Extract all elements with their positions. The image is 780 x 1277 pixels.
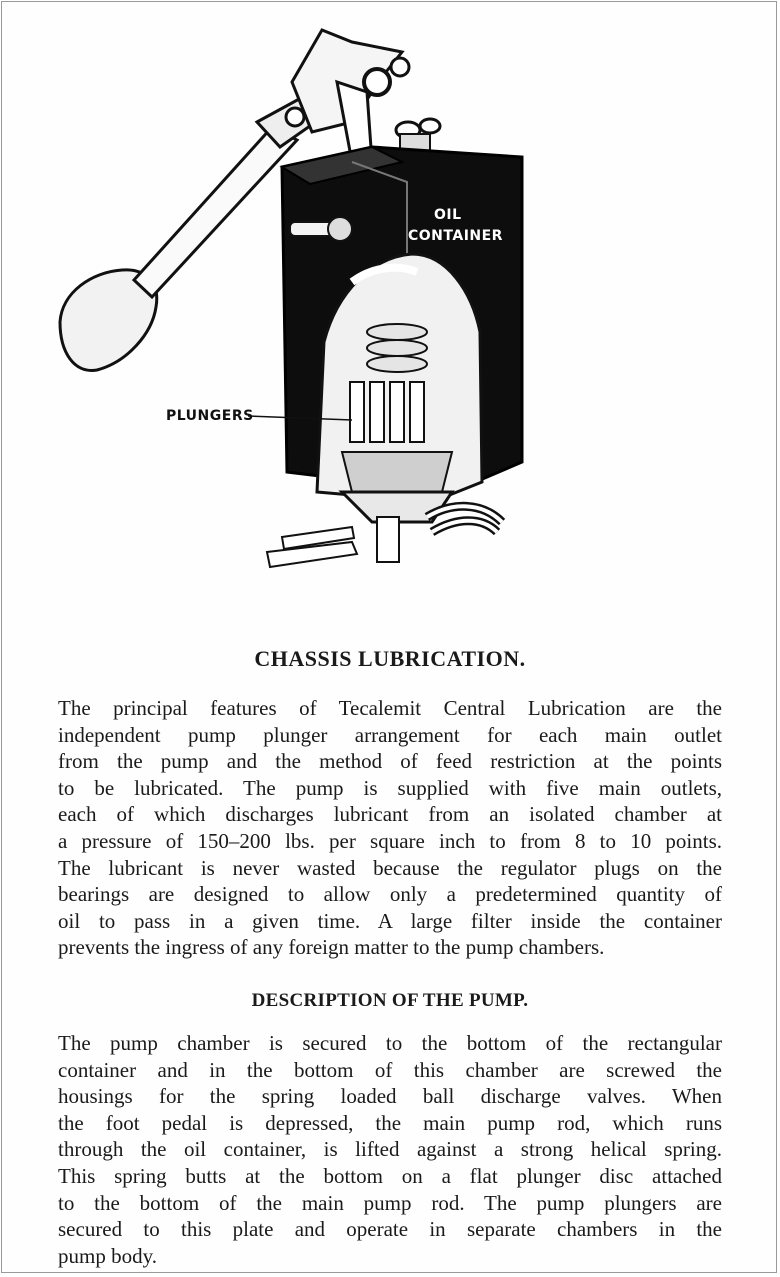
pump-drawing: [52, 22, 532, 582]
top-bracket: [292, 30, 409, 162]
text-line: the foot pedal is depressed, the main pump rod, which runs: [58, 1110, 722, 1135]
paragraph-chassis-lubrication: [58, 695, 722, 961]
text-line: independent pump plunger arrangement for each main outlet: [58, 722, 722, 747]
label-plungers: PLUNGERS: [166, 408, 254, 424]
text-line: from the pump and the method of feed restriction at the points: [58, 749, 722, 774]
text-line: pump body.: [58, 1243, 157, 1268]
text-line: a pressure of 150–200 lbs. per square inch to from 8 to 10 points.: [58, 828, 722, 853]
paragraph-description-of-pump: [58, 1030, 722, 1269]
text-line: bearings are designed to allow only a predetermined quantity of: [58, 882, 722, 907]
text-line: container and in the bottom of this chamber are screwed the: [58, 1057, 722, 1082]
text-line: secured to this plate and operate in separate chambers in the: [58, 1217, 722, 1242]
document-page: [1, 1, 777, 1273]
text-line: This spring butts at the bottom on a flat plunger disc attached: [58, 1163, 722, 1188]
section-heading-description-of-pump: DESCRIPTION OF THE PUMP.: [251, 990, 529, 1011]
text-line: The pump chamber is secured to the bottom of the rectangular: [58, 1031, 722, 1055]
outlet-pipes: [267, 492, 502, 567]
text-line: The principal features of Tecalemit Central Lubrication are the: [58, 696, 722, 720]
label-container: CONTAINER: [408, 228, 503, 244]
wing-nut: [396, 119, 440, 152]
section-heading-chassis-lubrication: CHASSIS LUBRICATION.: [254, 646, 526, 671]
text-line: The lubricant is never wasted because the regulator plugs on the: [58, 855, 722, 880]
pump-illustration: [52, 22, 532, 582]
text-line: to be lubricated. The pump is supplied with five main outlets,: [58, 775, 722, 800]
text-line: through the oil container, is lifted against a strong helical spring.: [58, 1137, 722, 1162]
text-line: housings for the spring loaded ball discharge valves. When: [58, 1084, 722, 1109]
text-line: to the bottom of the main pump rod. The pump plungers are: [58, 1190, 722, 1215]
label-oil: OIL: [434, 207, 462, 223]
text-line: oil to pass in a given time. A large filter inside the container: [58, 908, 722, 933]
text-line: each of which discharges lubricant from an isolated chamber at: [58, 802, 722, 827]
text-line: prevents the ingress of any foreign matter to the pump chambers.: [58, 935, 605, 960]
